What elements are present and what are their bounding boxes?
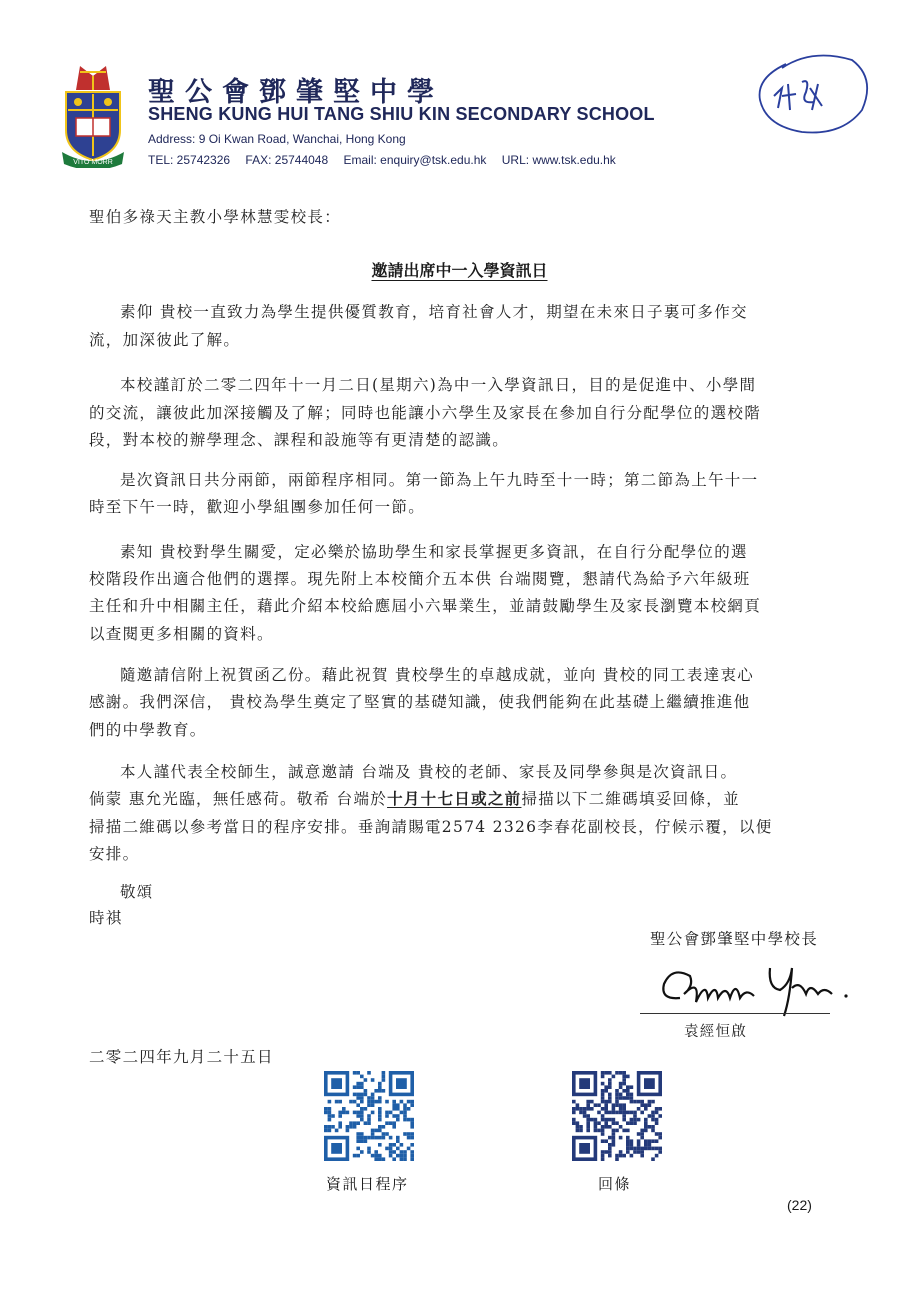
paragraph-6-line-3: 掃描二維碼以參考當日的程序安排。垂詢請賜電2574 2326李春花副校長，佇候示覆，以便 <box>89 818 773 836</box>
letter-date: 二零二四年九月二十五日 <box>89 1048 274 1066</box>
reply-deadline: 十月十七日或之前 <box>387 789 522 808</box>
paragraph-4-line-4: 以查閱更多相關的資料。 <box>89 625 274 643</box>
paragraph-4-line-3: 主任和升中相關主任，藉此介紹本校給應屆小六畢業生，並請鼓勵學生及家長瀏覽本校網頁 <box>89 597 762 615</box>
fax: FAX: 25744048 <box>245 153 329 167</box>
website-url: URL: www.tsk.edu.hk <box>501 153 616 167</box>
contact-line <box>148 153 628 167</box>
salutation: 聖伯多祿天主教小學林慧雯校長： <box>89 208 342 226</box>
paragraph-3-line-1: 是次資訊日共分兩節，兩節程序相同。第一節為上午九時至十一時；第二節為上午十一 <box>120 471 759 489</box>
signature-rule <box>640 1013 830 1014</box>
principal-signature <box>650 958 860 1018</box>
telephone: TEL: 25742326 <box>148 153 231 167</box>
paragraph-1-line-2: 流，加深彼此了解。 <box>89 331 241 349</box>
program-qr-caption: 資訊日程序 <box>326 1175 409 1193</box>
handwritten-initial-stamp <box>752 48 874 138</box>
paragraph-2-line-1: 本校謹訂於二零二四年十一月二日(星期六)為中一入學資訊日，目的是促進中、小學間 <box>120 376 757 394</box>
principal-title: 聖公會鄧肇堅中學校長 <box>650 930 819 948</box>
school-crest-logo <box>60 60 126 168</box>
reply-slip-qr-caption: 回條 <box>598 1175 632 1193</box>
crest-motto: VITO MORR <box>73 159 113 166</box>
paragraph-2-line-2: 的交流，讓彼此加深接觸及了解；同時也能讓小六學生及家長在參加自行分配學位的選校階 <box>89 404 762 422</box>
paragraph-4-line-2: 校階段作出適合他們的選擇。現先附上本校簡介五本供 台端閱覽，懇請代為給予六年級班 <box>89 570 751 588</box>
paragraph-6-line-2-end: 掃描以下二維碼填妥回條，並 <box>521 790 740 808</box>
paragraph-6-line-2-start: 倘蒙 惠允光臨，無任感荷。敬希 台端於 <box>89 790 388 808</box>
letter-title: 邀請出席中一入學資訊日 <box>371 261 548 280</box>
paragraph-6-line-2 <box>89 785 740 813</box>
school-address: Address: 9 Oi Kwan Road, Wanchai, Hong Kong <box>148 132 406 146</box>
reply-slip-qr-code[interactable] <box>572 1071 662 1161</box>
paragraph-3-line-2: 時至下午一時，歡迎小學組團參加任何一節。 <box>89 498 426 516</box>
paragraph-5-line-3: 們的中學教育。 <box>89 721 207 739</box>
paragraph-2-line-3: 段，對本校的辦學理念、課程和設施等有更清楚的認識。 <box>89 431 510 449</box>
program-qr-code[interactable] <box>324 1071 414 1161</box>
closing-respectfully: 敬頌 <box>120 883 154 901</box>
paragraph-5-line-1: 隨邀請信附上祝賀函乙份。藉此祝賀 貴校學生的卓越成就，並向 貴校的同工表達衷心 <box>120 666 755 684</box>
school-name-english: SHENG KUNG HUI TANG SHIU KIN SECONDARY SCHOOL <box>148 104 655 124</box>
paragraph-5-line-2: 感謝。我們深信， 貴校為學生奠定了堅實的基礎知識，使我們能夠在此基礎上繼續推進他 <box>89 693 751 711</box>
signer-name: 袁經恒啟 <box>684 1024 748 1040</box>
paragraph-4-line-1: 素知 貴校對學生關愛，定必樂於協助學生和家長掌握更多資訊，在自行分配學位的選 <box>120 543 748 561</box>
email: Email: enquiry@tsk.edu.hk <box>343 153 487 167</box>
school-name-chinese: 聖公會鄧肇堅中學 <box>148 77 444 108</box>
paragraph-6-line-1: 本人謹代表全校師生，誠意邀請 台端及 貴校的老師、家長及同學參與是次資訊日。 <box>120 763 738 781</box>
paragraph-1-line-1: 素仰 貴校一直致力為學生提供優質教育，培育社會人才，期望在未來日子裏可多作交 <box>120 303 748 321</box>
page-number: (22) <box>787 1197 812 1213</box>
closing-regards: 時祺 <box>89 909 123 927</box>
paragraph-6-line-4: 安排。 <box>89 845 140 863</box>
